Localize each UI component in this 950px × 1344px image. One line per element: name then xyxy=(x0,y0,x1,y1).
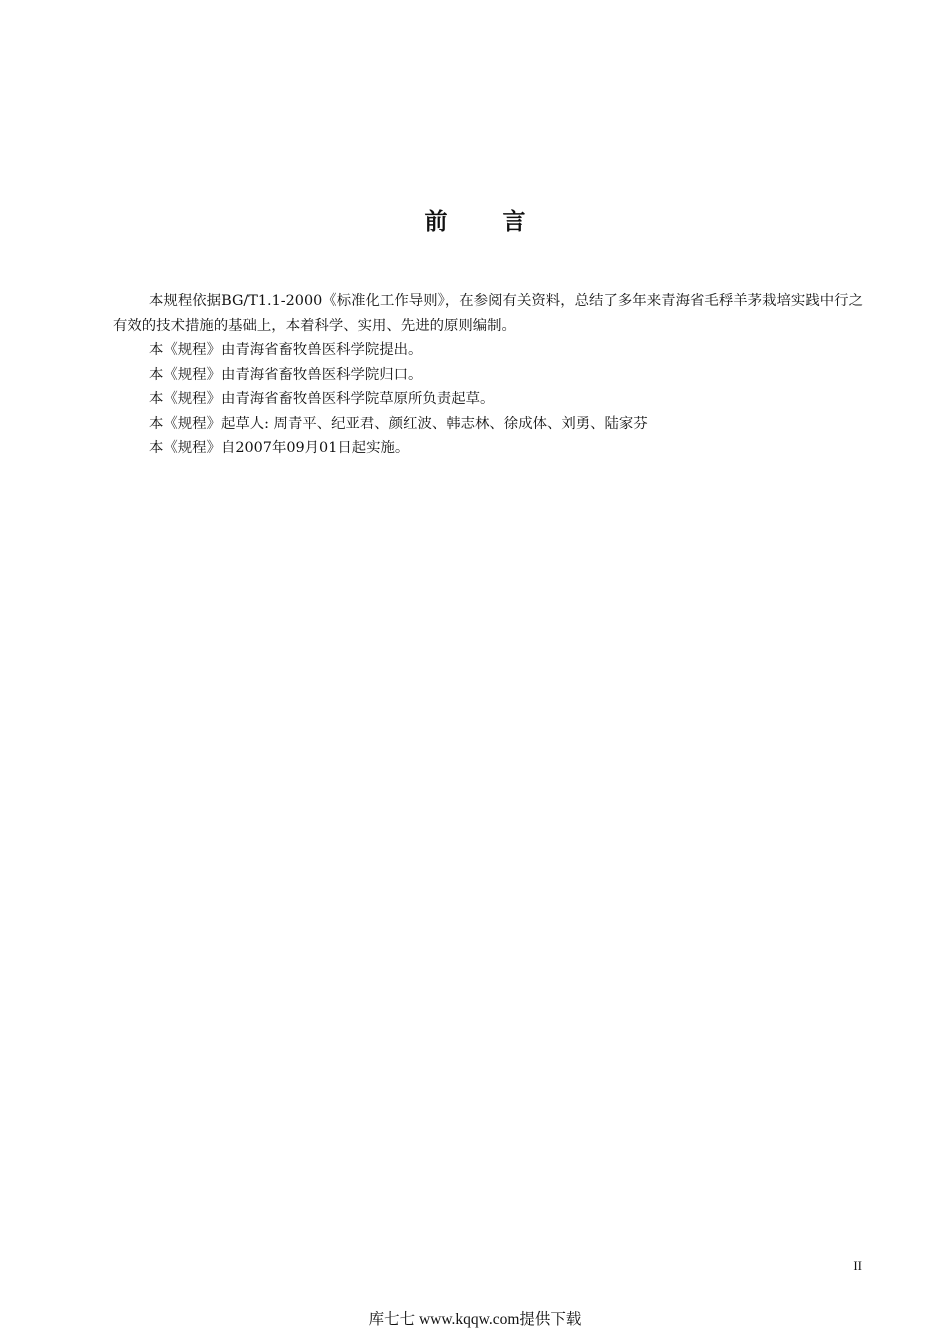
paragraph-effective-date: 本《规程》自2007年09月01日起实施。 xyxy=(149,440,410,456)
foreword-body xyxy=(113,289,863,461)
page-number: II xyxy=(853,1258,862,1273)
paragraph-centralized: 本《规程》由青海省畜牧兽医科学院归口。 xyxy=(149,366,423,383)
paragraph-drafters: 本《规程》起草人: 周青平、纪亚君、颜红波、韩志林、徐成体、刘勇、陆家芬 xyxy=(149,415,648,432)
footer-credit: 库七七 www.kqqw.com提供下载 xyxy=(368,1311,582,1328)
page-title xyxy=(0,203,950,236)
paragraph-basis: 本规程依据BG/T1.1-2000《标准化工作导则》，在参阅有关资料，总结了多年来青海省毛稃羊茅栽培实践中行之有效的技术措施的基础上，本着科学、实用、先进的原则编制。 xyxy=(113,293,863,334)
paragraph-drafting-unit: 本《规程》由青海省畜牧兽医科学院草原所负责起草。 xyxy=(149,391,495,407)
paragraph-proposer: 本《规程》由青海省畜牧兽医科学院提出。 xyxy=(149,342,423,358)
page-title-char-1: 前 xyxy=(424,209,448,235)
page-title-char-2: 言 xyxy=(502,209,526,235)
